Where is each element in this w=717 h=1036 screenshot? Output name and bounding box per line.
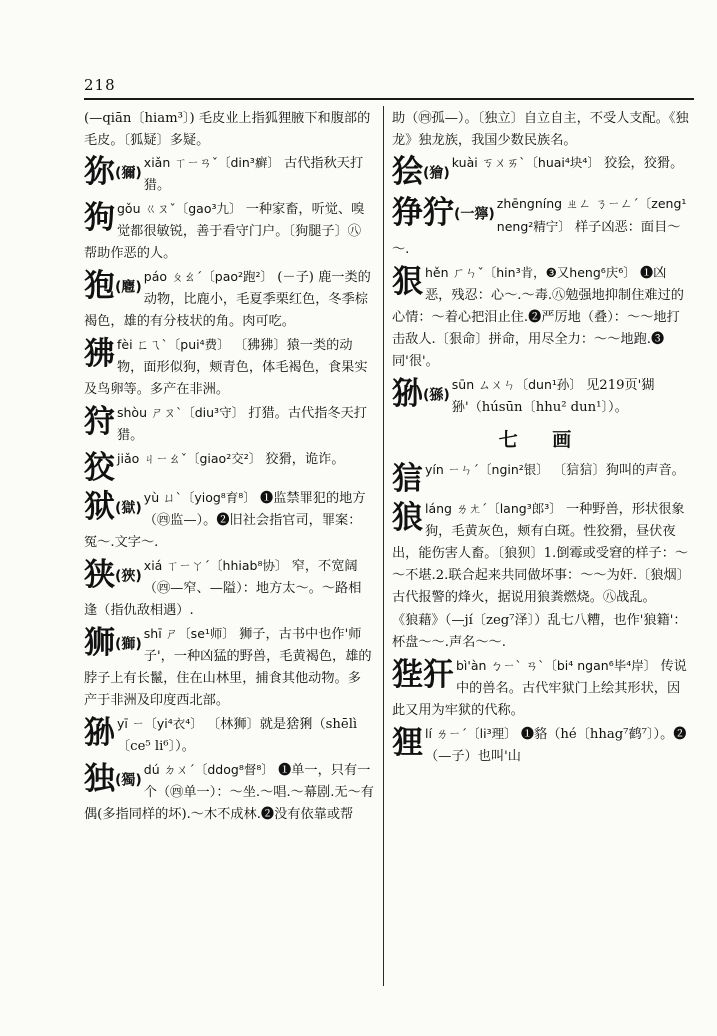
definition: 一种野兽，形状很象狗，毛黄灰色，颊有白斑。性狡猾，昼伏夜出，能伤害人畜。〔狼狈〕1.倒霉或受窘的样子：～～不堪.2.联合起来共同做坏事：～～为奸.〔狼烟〕古代报警的烽火，据说用狼粪燃烧。㊇战乱。 (392, 501, 690, 605)
headword (392, 376, 450, 414)
header-rule (84, 98, 694, 100)
continued-text: 助（㊃孤—）。〔独立〕自立自主，不受人支配。《独龙》独龙族，我国少数民族名。 (392, 111, 689, 148)
definition: ❶单一，只有一个（㊃单一）：～坐.～唱.～幕剧.无～有偶(多指同样的坏).～木不成林.❷没有依靠或帮 (84, 763, 374, 822)
pronunciation: shī ㄕ〔se¹师〕 (143, 626, 235, 641)
headword-char: 狰狞 (392, 194, 454, 231)
definition: 古代指秋天打猎。 (143, 156, 364, 193)
dictionary-entry (84, 152, 374, 197)
headword (84, 450, 115, 486)
right-entries (392, 152, 692, 419)
pronunciation: hěn ㄏㄣˇ〔hin³肯，❸又heng⁶庆⁶〕 (425, 264, 636, 280)
headword-char: 狲 (84, 715, 115, 751)
headword-char: 狱 (84, 489, 115, 525)
headword (84, 715, 115, 751)
definition: (－子) 鹿一类的动物，比鹿小，毛夏季栗红色，冬季棕褐色，雄的有分枝状的角。肉可吃。 (84, 270, 371, 329)
headword (84, 154, 142, 192)
right-entries-2 (392, 459, 692, 768)
pronunciation: yù ㄩˋ〔yiog⁸育⁸〕 (143, 490, 256, 505)
dictionary-entry (84, 487, 374, 554)
headword (84, 489, 142, 527)
pronunciation: láng ㄌㄤˊ〔lang³郎³〕 (425, 500, 562, 516)
definition: ❶貉（hé〔hhag⁷鹤⁷〕）。❷（—子）也叫'山 (425, 726, 687, 764)
headword-char: 狒 (84, 336, 115, 372)
dictionary-entry (84, 713, 374, 758)
dictionary-entry (392, 152, 692, 192)
headword (392, 461, 423, 497)
traditional-form: (獨) (115, 772, 142, 789)
dictionary-entry (84, 759, 374, 826)
headword-char: 狸 (392, 724, 423, 761)
dictionary-entry (84, 266, 374, 333)
left-column (84, 108, 374, 827)
definition: 一种家畜，听觉、嗅觉都很敏锐，善于看守门户。〔狗腿子〕㊇帮助作恶的人。 (84, 202, 365, 261)
definition: 传说中的兽名。古代牢狱门上绘其形状，因此又用为牢狱的代称。 (392, 658, 687, 718)
definition: 狮子，古书中也作'师子'，一种凶猛的野兽，毛黄褐色，雄的脖子上有长鬣，住在山林里，捕食其他动物。多产于非洲及印度西北部。 (84, 627, 372, 708)
dictionary-entry (84, 334, 374, 401)
headword-char: 狝 (84, 154, 115, 190)
dictionary-entry (84, 555, 374, 622)
dictionary-entry (84, 448, 374, 486)
definition: 见219页'猢狲'（húsūn〔hhu² dun¹〕）。 (451, 377, 655, 415)
headword-char: 狮 (84, 625, 115, 661)
definition: 〔林狮〕就是猞猁（shēlì〔ce⁵ li⁶〕）。 (117, 717, 358, 754)
pronunciation: gǒu ㄍㄡˇ〔gao³九〕 (117, 201, 242, 216)
pronunciation: lí ㄌㄧˊ〔li³理〕 (425, 725, 517, 741)
definition: 〔狒狒〕猿一类的动物，面形似狗，颊青色，体毛褐色，食果实及鸟卵等。多产在非洲。 (84, 338, 368, 397)
traditional-form: (狹) (115, 568, 142, 585)
definition: 狡猾，诡诈。 (265, 452, 345, 467)
continued-text: (—qiān〔hiam³〕) 毛皮业上指狐狸腋下和腹部的毛皮。〔狐疑〕多疑。 (84, 111, 371, 148)
headword (392, 264, 423, 300)
pronunciation: jiǎo ㄐㄧㄠˇ〔giao²交²〕 (117, 451, 262, 466)
headword (392, 195, 495, 233)
headword-char: 狺 (392, 460, 423, 497)
headword (84, 625, 142, 663)
headword (84, 761, 142, 799)
headword-char: 狼 (392, 499, 423, 536)
dictionary-entry (392, 459, 692, 497)
traditional-form: (獅) (115, 636, 142, 653)
headword (84, 404, 115, 440)
headword (84, 200, 115, 236)
left-entries (84, 152, 374, 826)
pronunciation: xiǎn ㄒㄧㄢˇ〔din³癣〕 (143, 155, 280, 170)
dictionary-entry (392, 498, 692, 609)
pronunciation: yín ㄧㄣˊ〔ngin²银〕 (425, 461, 549, 477)
column-divider (383, 106, 384, 986)
headword-char: 狡 (84, 450, 115, 486)
page-number: 218 (84, 76, 116, 94)
headword-char: 独 (84, 761, 115, 797)
traditional-form: (獄) (115, 500, 142, 517)
right-column (392, 108, 692, 769)
dictionary-entry (392, 610, 692, 654)
pronunciation: xiá ㄒㄧㄚˊ〔hhiab⁸协〕 (143, 558, 288, 573)
traditional-form: (獪) (423, 165, 450, 182)
headword (392, 657, 454, 693)
dictionary-entry (392, 193, 692, 261)
headword-char: 狭 (84, 557, 115, 593)
pronunciation: dú ㄉㄨˊ〔ddog⁸督⁸〕 (143, 762, 274, 777)
traditional-form: (獮) (115, 165, 142, 182)
dictionary-entry (392, 262, 692, 373)
pronunciation: kuài ㄎㄨㄞˋ〔huai⁴块⁴〕 (451, 155, 600, 170)
headword-char: 狩 (84, 404, 115, 440)
headword (392, 725, 423, 761)
headword-char: 狲 (392, 375, 423, 412)
definition: 〔狺狺〕狗叫的声音。 (552, 462, 685, 478)
dictionary-entry (84, 198, 374, 265)
headword (392, 500, 423, 536)
headword-char: 狗 (84, 200, 115, 236)
headword-char: 狯 (392, 154, 423, 190)
dictionary-entry (84, 402, 374, 447)
pronunciation: zhēngníng ㄓㄥ ㄋㄧㄥˊ〔zeng¹ neng²精宁〕 (496, 195, 687, 234)
traditional-form: (猻) (423, 387, 450, 403)
pronunciation: shòu ㄕㄡˋ〔diu³守〕 (117, 405, 245, 420)
definition: ❶监禁罪犯的地方（㊃监—）。❷旧社会指官司，罪案：冤～.文字～. (84, 491, 366, 550)
pronunciation: fèi ㄈㄟˋ〔pui⁴费〕 (117, 337, 230, 352)
definition: 《狼藉》（—jí〔zeg⁷泽〕）乱七八糟，也作'狼籍'：杯盘～～.声名～～. (392, 612, 687, 650)
pronunciation: bì'àn ㄅㄧˋ ㄢˋ〔bi⁴ ngan⁶毕⁴岸〕 (456, 657, 657, 673)
headword (84, 557, 142, 595)
section-title: 七 画 (498, 428, 586, 451)
headword-char: 狴犴 (392, 656, 454, 693)
definition: 样子凶恶：面目～～. (392, 219, 681, 257)
definition: 窄，不宽阔（㊃—窄、—隘）：地方太～。～路相逢（指仇敌相遇）. (84, 559, 362, 618)
definition: 打猎。古代指冬天打猎。 (117, 406, 367, 443)
dictionary-entry (392, 374, 692, 419)
traditional-form: (一獰) (454, 206, 495, 222)
headword-char: 狍 (84, 268, 115, 304)
dictionary-entry (84, 623, 374, 712)
headword-char: 狠 (392, 263, 423, 300)
dictionary-entry (392, 655, 692, 722)
definition: 狡狯，狡猾。 (604, 156, 684, 171)
pronunciation: yī ㄧ〔yi⁴衣⁴〕 (117, 716, 203, 731)
headword (84, 268, 142, 306)
pronunciation: sūn ㄙㄨㄣ〔dun¹孙〕 (451, 376, 582, 392)
dictionary-entry (392, 723, 692, 768)
headword (84, 336, 115, 372)
pronunciation: páo ㄆㄠˊ〔pao²跑²〕 (143, 269, 274, 284)
headword (392, 154, 450, 192)
definition: ❶凶恶，残忍：心～.～毒.㊇勉强地抑制住难过的心情：～着心把泪止住.❷严厉地（叠）：～～地打击敌人.〔狠命〕拼命，用尽全力：～～地跑.❸同'很'。 (392, 265, 684, 369)
traditional-form: (麅) (115, 279, 142, 296)
